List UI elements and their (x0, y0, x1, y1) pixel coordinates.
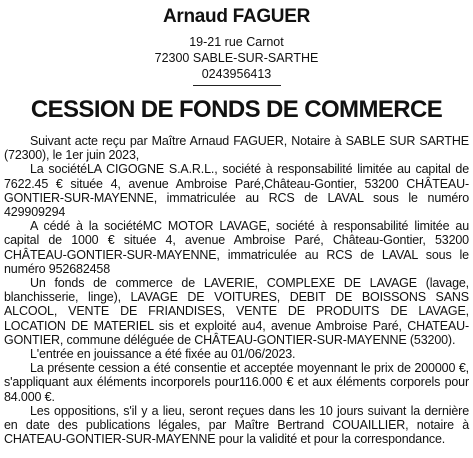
paragraph-act: Suivant acte reçu par Maître Arnaud FAGUER, Notaire à SABLE SUR SARTHE (72300), le 1er juin 2023, (4, 134, 469, 163)
header-divider (193, 85, 281, 86)
address-street: 19-21 rue Carnot (189, 35, 284, 49)
notice-body (4, 134, 469, 446)
paragraph-buyer: A cédé à la sociétéMC MOTOR LAVAGE, société à responsabilité limitée au capital de 1000 € située 4, avenue Ambroise Paré, Château-Gontier, 53200 CHÂTEAU-GONTIER-SUR-MAYENNE, immatriculée au RCS de LAVAL sous le numéro 952682458 (4, 219, 469, 276)
paragraph-entry: L'entrée en jouissance a été fixée au 01/06/2023. (30, 347, 296, 362)
notary-address (4, 34, 469, 82)
address-phone: 0243956413 (201, 67, 272, 81)
paragraph-seller: La sociétéLA CIGOGNE S.A.R.L., société à responsabilité limitée au capital de 7622.45 € située 4, avenue Ambroise Paré,Château-Gontier, 53200 CHÂTEAU-GONTIER-SUR-MAYENNE, immatriculée au RCS de LAVAL sous le numéro 429909294 (4, 162, 469, 220)
paragraph-oppositions: Les oppositions, s'il y a lieu, seront reçues dans les 10 jours suivant la dernière en date des publications légales, par Maître Bertrand COUAILLIER, notaire à CHATEAU-GONTIER-SUR-MAYENNE pour la validité et pour la correspondance. (4, 403, 469, 447)
address-city: 72300 SABLE-SUR-SARTHE (154, 51, 319, 65)
paragraph-business: Un fonds de commerce de LAVERIE, COMPLEXE DE LAVAGE (lavage, blanchisserie, linge), LAVAGE DE VOITURES, DEBIT DE BOISSONS SANS ALCOOL, VENTE DE FRIANDISES, VENTE DE PRODUITS DE LAVAGE, LOCATION DE MATERIEL sis et exploité au4, avenue Ambroise Paré, CHATEAU-GONTIER, commune déléguée de CHÂTEAU-GONTIER-SUR-MAYENNE (53200). (4, 276, 469, 347)
notary-name: Arnaud FAGUER (162, 6, 311, 27)
paragraph-price: La présente cession a été consentie et acceptée moyennant le prix de 200000 €, s'appliquant aux éléments incorporels pour116.000 € et aux éléments corporels pour 84.000 €. (4, 361, 469, 404)
notice-title: CESSION DE FONDS DE COMMERCE (30, 96, 443, 123)
